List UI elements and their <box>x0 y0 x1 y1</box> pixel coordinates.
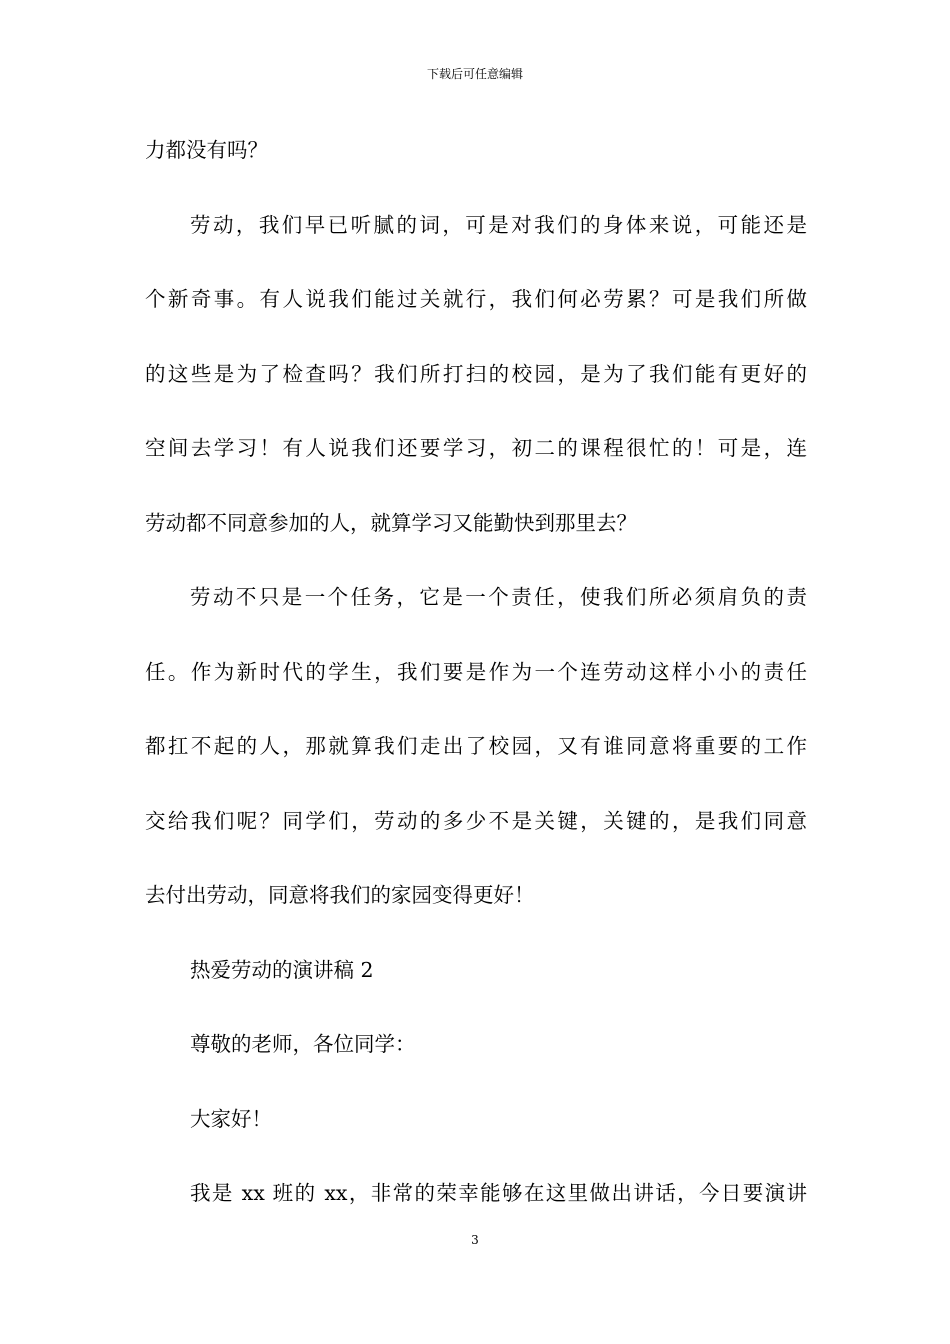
text-line: 的这些是为了检查吗？我们所打扫的校园，是为了我们能有更好的 <box>145 361 807 386</box>
page-header: 下载后可任意编辑 <box>426 67 523 81</box>
text-line: 空间去学习！有人说我们还要学习，初二的课程很忙的！可是，连 <box>145 436 807 460</box>
salutation: 尊敬的老师，各位同学： <box>190 1032 416 1056</box>
text-line: 力都没有吗？ <box>145 138 268 162</box>
paragraph-line: 劳动不只是一个任务，它是一个责任，使我们所必须肩负的责 <box>190 585 807 609</box>
page-number: 3 <box>471 1233 479 1247</box>
text-line: 劳动都不同意参加的人，就算学习又能勤快到那里去？ <box>145 510 637 535</box>
greeting: 大家好！ <box>190 1106 272 1131</box>
text-line: 交给我们呢？同学们，劳动的多少不是关键，关键的，是我们同意 <box>145 808 807 833</box>
paragraph-line: 劳动，我们早已听腻的词，可是对我们的身体来说，可能还是 <box>190 212 807 237</box>
paragraph-line: 我是 xx 班的 xx，非常的荣幸能够在这里做出讲话，今日要演讲 <box>190 1181 807 1205</box>
document-body <box>145 125 807 1243</box>
text-line: 个新奇事。有人说我们能过关就行，我们何必劳累？可是我们所做 <box>145 287 807 311</box>
section-title: 热爱劳动的演讲稿 2 <box>190 957 374 982</box>
text-line: 任。作为新时代的学生，我们要是作为一个连劳动这样小小的责任 <box>145 659 807 684</box>
text-line: 去付出劳动，同意将我们的家园变得更好！ <box>145 883 535 907</box>
text-line: 都扛不起的人，那就算我们走出了校园，又有谁同意将重要的工作 <box>145 734 807 758</box>
